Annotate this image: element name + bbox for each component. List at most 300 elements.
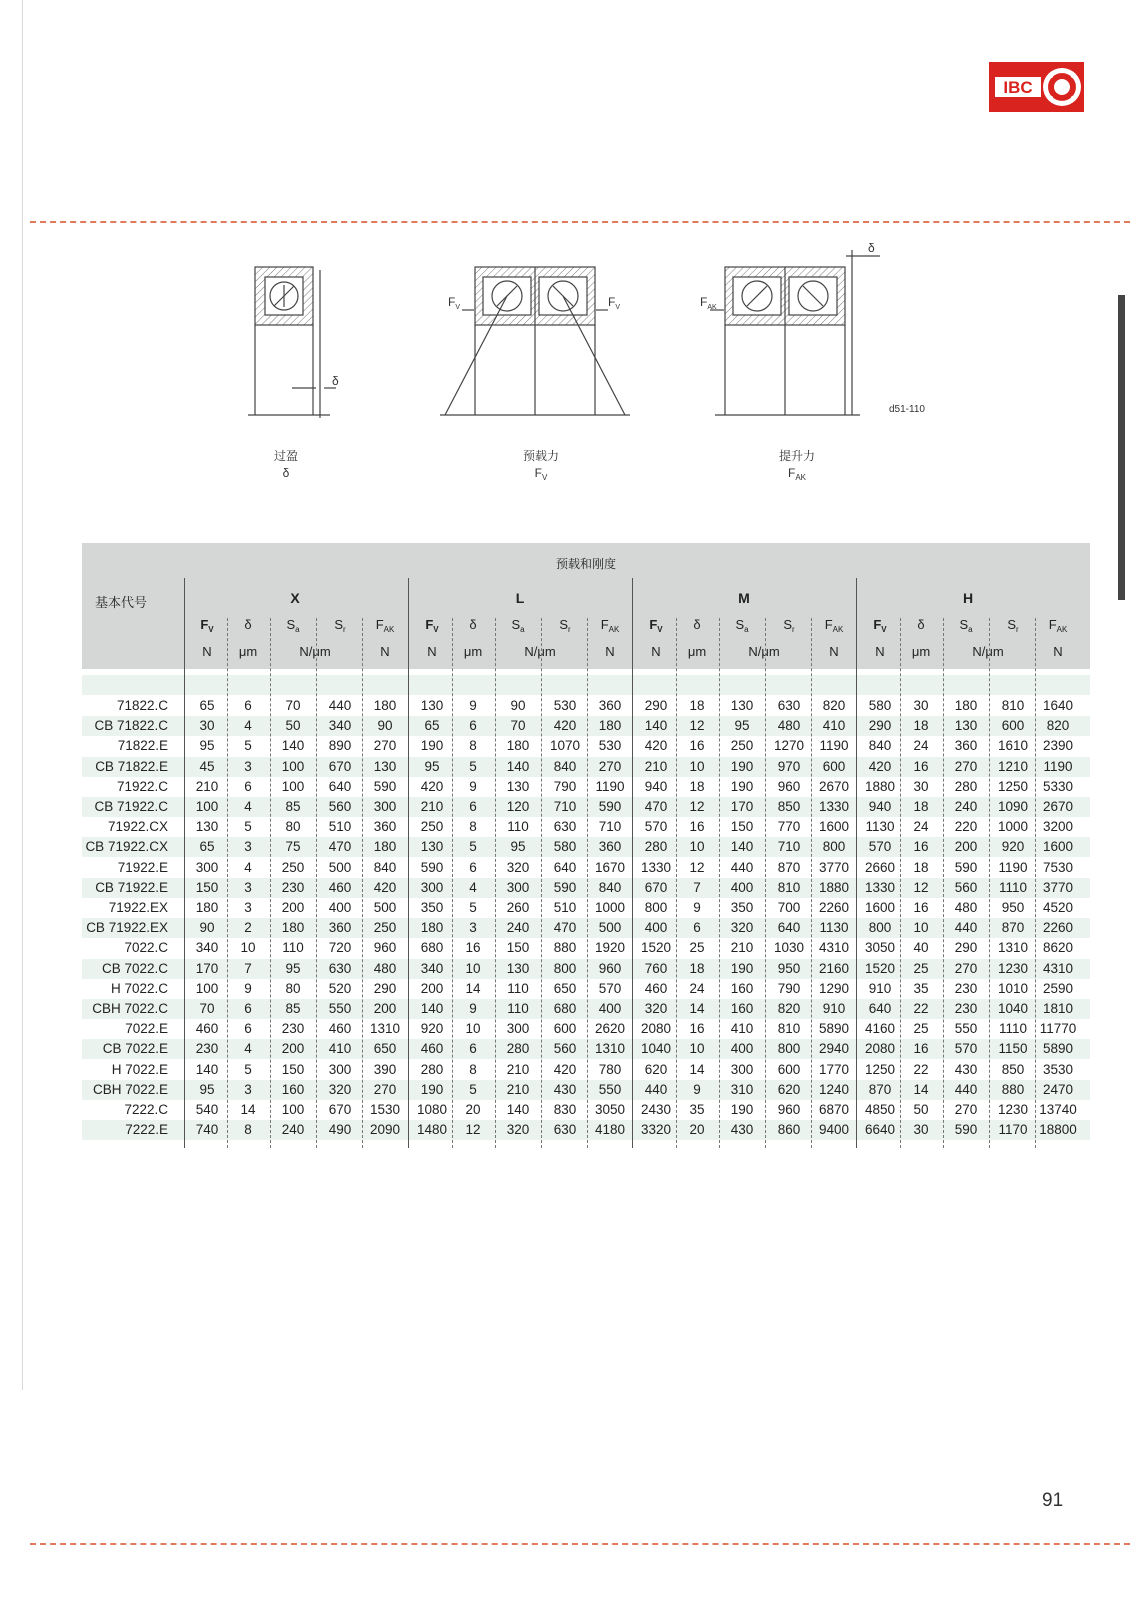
page-margin-rule	[22, 0, 23, 1390]
table-cell: 480	[954, 900, 978, 915]
table-cell: 360	[598, 698, 622, 713]
table-cell: 640	[553, 859, 577, 875]
table-cell: 210	[730, 940, 754, 956]
table-cell: 300	[373, 799, 397, 814]
table-cell: 2160	[818, 960, 850, 976]
table-cell: 1290	[818, 980, 850, 996]
table-cell: 870	[868, 1081, 892, 1097]
table-cell: 190	[730, 960, 754, 976]
table-cell: 6	[693, 920, 701, 936]
table-cell: 910	[822, 1001, 846, 1016]
table-cell: 6	[469, 799, 477, 814]
table-cell: 850	[777, 799, 801, 814]
table-cell: 130	[420, 698, 444, 713]
table-cell: 2670	[818, 778, 850, 794]
unit-label: N/μm	[972, 644, 1004, 659]
table-cell: 1770	[818, 1061, 850, 1077]
table-cell: 8	[469, 1061, 477, 1077]
table-cell: 1190	[595, 778, 625, 794]
table-cell: 1150	[998, 1041, 1028, 1057]
table-cell: 210	[420, 799, 444, 814]
table-cell: 190	[420, 738, 444, 754]
table-cell: 670	[328, 758, 352, 774]
table-cell: 130	[195, 819, 219, 835]
row-code: 71922.CX	[107, 819, 168, 835]
table-cell: 300	[328, 1061, 352, 1077]
table-cell: 230	[281, 1021, 305, 1037]
table-cell: 1230	[997, 1102, 1029, 1117]
table-cell: 440	[644, 1081, 668, 1097]
table-cell: 580	[868, 698, 892, 713]
table-cell: 85	[285, 1001, 301, 1016]
table-cell: 130	[730, 698, 754, 713]
table-cell: 400	[730, 879, 754, 895]
table-cell: 630	[553, 819, 577, 835]
table-cell: 20	[465, 1102, 481, 1117]
table-cell: 85	[285, 799, 301, 814]
table-cell: 30	[913, 778, 929, 794]
table-cell: 410	[822, 718, 846, 734]
sub-header-δ: δ	[244, 617, 252, 632]
table-cell: 90	[510, 698, 526, 713]
table-cell: 920	[420, 1021, 444, 1037]
group-header-h: H	[962, 590, 974, 606]
table-cell: 90	[199, 920, 215, 936]
row-code: 71922.E	[117, 859, 168, 875]
table-cell: 550	[328, 1001, 352, 1016]
table-cell: 130	[420, 839, 444, 855]
table-cell: 180	[954, 698, 978, 713]
table-cell: 80	[285, 980, 301, 996]
table-cell: 5	[244, 819, 252, 835]
table-cell: 590	[598, 799, 622, 814]
table-cell: 250	[373, 920, 397, 936]
table-cell: 1610	[997, 738, 1029, 754]
table-cell: 1110	[998, 879, 1028, 895]
table-cell: 3320	[640, 1122, 672, 1138]
table-cell: 210	[195, 778, 219, 794]
bearing-diagram	[240, 240, 960, 500]
table-cell: 1190	[819, 738, 849, 754]
table-cell: 510	[553, 900, 577, 915]
table-cell: 500	[373, 900, 397, 915]
table-cell: 620	[644, 1061, 668, 1077]
table-cell: 6	[469, 718, 477, 734]
table-cell: 630	[328, 960, 352, 976]
table-cell: 160	[281, 1081, 305, 1097]
table-cell: 4180	[594, 1122, 626, 1138]
table-cell: 790	[553, 778, 577, 794]
table-cell: 600	[1001, 718, 1025, 734]
table-cell: 960	[373, 940, 397, 956]
table-cell: 25	[913, 1021, 929, 1037]
table-cell: 1000	[997, 819, 1029, 835]
table-cell: 600	[822, 758, 846, 774]
table-cell: 3	[244, 839, 252, 855]
table-cell: 18	[689, 698, 705, 713]
table-cell: 6640	[864, 1122, 896, 1138]
table-cell: 850	[1001, 1061, 1025, 1077]
unit-label: μm	[463, 644, 483, 659]
table-cell: 4310	[1042, 960, 1074, 976]
table-cell: 1130	[819, 920, 849, 936]
table-cell: 14	[689, 1001, 705, 1016]
sub-header-δ: δ	[917, 617, 925, 632]
table-cell: 1030	[773, 940, 805, 956]
table-cell: 480	[777, 718, 801, 734]
table-cell: 2260	[1042, 920, 1074, 936]
liftoff-label: F	[700, 295, 708, 309]
table-cell: 4	[244, 718, 252, 734]
table-cell: 320	[328, 1081, 352, 1097]
table-cell: 720	[328, 940, 352, 956]
table-cell: 550	[598, 1081, 622, 1097]
table-cell: 800	[553, 960, 577, 976]
table-cell: 1600	[818, 819, 850, 835]
table-cell: 130	[506, 960, 530, 976]
table-cell: 510	[328, 819, 352, 835]
table-cell: 2260	[818, 900, 850, 915]
table-cell: 11770	[1039, 1021, 1077, 1037]
table-cell: 490	[328, 1122, 352, 1138]
sub-header-s-a: $S_a$	[959, 617, 973, 634]
table-cell: 290	[644, 698, 668, 713]
table-cell: 2390	[1042, 738, 1074, 754]
table-cell: 340	[328, 718, 352, 734]
table-cell: 10	[689, 839, 705, 855]
table-cell: 830	[553, 1102, 577, 1117]
table-cell: 180	[506, 738, 530, 754]
table-cell: 800	[868, 920, 892, 936]
table-cell: 24	[913, 738, 929, 754]
table-cell: 290	[954, 940, 978, 956]
row-code: 71922.EX	[108, 900, 168, 915]
table-cell: 290	[868, 718, 892, 734]
table-cell: 14	[240, 1102, 256, 1117]
sub-header-s-r: $S_r$	[783, 617, 795, 634]
table-cell: 420	[553, 718, 577, 734]
table-cell: 70	[199, 1001, 215, 1016]
table-cell: 280	[420, 1061, 444, 1077]
table-cell: 140	[420, 1001, 444, 1016]
table-cell: 45	[199, 758, 215, 774]
table-cell: 40	[913, 940, 929, 956]
table-cell: 400	[730, 1041, 754, 1057]
sub-header-f-ak: $F_{AK}$	[375, 617, 395, 634]
table-cell: 16	[465, 940, 481, 956]
table-cell: 6	[244, 1001, 252, 1016]
table-cell: 35	[689, 1102, 705, 1117]
table-cell: 190	[730, 1102, 754, 1117]
table-cell: 270	[954, 960, 978, 976]
preload-right-label: F	[608, 295, 616, 309]
table-cell: 1040	[640, 1041, 672, 1057]
table-cell: 200	[954, 839, 978, 855]
table-cell: 5	[469, 900, 477, 915]
table-cell: 130	[506, 778, 530, 794]
table-cell: 14	[465, 980, 481, 996]
table-cell: 840	[598, 879, 622, 895]
table-cell: 1070	[549, 738, 581, 754]
table-cell: 540	[195, 1102, 219, 1117]
table-cell: 440	[730, 859, 754, 875]
table-cell: 1880	[864, 778, 896, 794]
table-cell: 140	[644, 718, 668, 734]
svg-text:FV: $F_V$	[608, 295, 621, 311]
table-cell: 1330	[864, 879, 896, 895]
table-cell: 130	[373, 758, 397, 774]
table-cell: 18	[689, 960, 705, 976]
table-cell: 420	[420, 778, 444, 794]
table-cell: 7	[693, 879, 701, 895]
table-cell: 2590	[1042, 980, 1074, 996]
table-cell: 200	[373, 1001, 397, 1016]
table-cell: 210	[506, 1061, 530, 1077]
table-cell: 310	[730, 1081, 754, 1097]
table-cell: 16	[689, 1021, 705, 1037]
table-cell: 650	[373, 1041, 397, 1057]
table-cell: 110	[507, 819, 529, 835]
table-cell: 1310	[369, 1021, 401, 1037]
table-cell: 270	[373, 738, 397, 754]
table-cell: 1520	[864, 960, 896, 976]
table-cell: 65	[199, 839, 215, 855]
table-cell: 800	[644, 900, 668, 915]
table-cell: 530	[553, 698, 577, 713]
table-cell: 10	[913, 920, 929, 936]
table-cell: 300	[506, 1021, 530, 1037]
table-cell: 14	[689, 1061, 705, 1077]
row-code: CB 71922.CX	[85, 839, 168, 855]
table-cell: 440	[328, 698, 352, 713]
unit-label: μm	[687, 644, 707, 659]
table-cell: 590	[553, 879, 577, 895]
table-cell: 630	[553, 1122, 577, 1138]
table-cell: 320	[730, 920, 754, 936]
table-cell: 2430	[640, 1102, 672, 1117]
table-cell: 410	[328, 1041, 352, 1057]
table-cell: 560	[553, 1041, 577, 1057]
table-cell: 500	[598, 920, 622, 936]
table-cell: 640	[868, 1001, 892, 1016]
table-cell: 75	[285, 839, 301, 855]
table-cell: 430	[553, 1081, 577, 1097]
table-cell: 790	[777, 980, 801, 996]
table-cell: 680	[420, 940, 444, 956]
table-cell: 6	[244, 778, 252, 794]
table-cell: 150	[730, 819, 754, 835]
table-cell: 960	[777, 1102, 801, 1117]
table-cell: 2670	[1042, 799, 1074, 814]
table-cell: 22	[913, 1001, 929, 1016]
table-cell: 230	[954, 980, 978, 996]
table-cell: 9	[469, 1001, 477, 1016]
table-cell: 5	[469, 758, 477, 774]
table-cell: 940	[868, 799, 892, 814]
table-cell: 18800	[1039, 1122, 1077, 1138]
table-cell: 3200	[1042, 819, 1074, 835]
table-cell: 340	[195, 940, 219, 956]
preload-left-label: F	[448, 295, 456, 309]
sub-header-f-v: $F_V$	[649, 617, 663, 634]
table-cell: 280	[644, 839, 668, 855]
table-cell: 100	[281, 758, 305, 774]
table-cell: 10	[465, 960, 481, 976]
table-cell: 880	[1001, 1081, 1025, 1097]
table-cell: 100	[281, 1102, 305, 1117]
table-cell: 1090	[997, 799, 1029, 814]
table-cell: 460	[420, 1041, 444, 1057]
table-cell: 420	[373, 879, 397, 895]
table-cell: 35	[913, 980, 929, 996]
sub-header-s-a: $S_a$	[511, 617, 525, 634]
table-cell: 4850	[864, 1102, 896, 1117]
table-cell: 12	[465, 1122, 481, 1138]
table-cell: 110	[282, 940, 304, 956]
table-cell: 180	[195, 900, 219, 915]
table-cell: 360	[954, 738, 978, 754]
table-cell: 150	[281, 1061, 305, 1077]
table-cell: 1330	[818, 799, 850, 814]
table-cell: 340	[420, 960, 444, 976]
table-cell: 360	[373, 819, 397, 835]
table-cell: 350	[420, 900, 444, 915]
sub-header-δ: δ	[693, 617, 701, 632]
table-cell: 180	[373, 839, 397, 855]
table-cell: 5890	[1042, 1041, 1074, 1057]
table-cell: 190	[420, 1081, 444, 1097]
table-cell: 180	[373, 698, 397, 713]
table-cell: 120	[506, 799, 530, 814]
table-cell: 570	[954, 1041, 978, 1057]
table-cell: 910	[868, 980, 892, 996]
table-cell: 640	[777, 920, 801, 936]
table-cell: 1480	[416, 1122, 448, 1138]
table-cell: 12	[689, 799, 705, 814]
table-cell: 1600	[1042, 839, 1074, 855]
table-cell: 9	[244, 980, 252, 996]
table-cell: 8620	[1042, 940, 1074, 956]
table-cell: 580	[553, 839, 577, 855]
table-cell: 6	[469, 1041, 477, 1057]
caption-liftoff: 提升力 $F_{AK}$	[778, 449, 815, 482]
sub-header-f-v: $F_V$	[873, 617, 887, 634]
table-cell: 80	[285, 819, 301, 835]
table-cell: 920	[1001, 839, 1025, 855]
table-cell: 650	[553, 980, 577, 996]
group-header-m: M	[738, 590, 750, 606]
sub-header-f-ak: $F_{AK}$	[600, 617, 620, 634]
table-cell: 230	[281, 879, 305, 895]
table-cell: 3	[244, 879, 252, 895]
table-cell: 18	[689, 778, 705, 794]
sub-header-f-v: $F_V$	[425, 617, 439, 634]
table-cell: 30	[913, 698, 929, 713]
table-cell: 460	[195, 1021, 219, 1037]
table-cell: 350	[730, 900, 754, 915]
table-cell: 190	[730, 758, 754, 774]
table-cell: 2	[244, 920, 252, 936]
table-cell: 9	[469, 698, 477, 713]
caption-overlap: 过盈 δ	[273, 449, 298, 480]
table-cell: 14	[913, 1081, 929, 1097]
table-cell: 710	[553, 799, 577, 814]
table-cell: 570	[598, 980, 622, 996]
table-cell: 320	[506, 1122, 530, 1138]
table-cell: 95	[734, 718, 750, 734]
table-cell: 10	[689, 1041, 705, 1057]
table-cell: 300	[730, 1061, 754, 1077]
table-cell: 1880	[818, 879, 850, 895]
table-cell: 50	[913, 1102, 929, 1117]
table-cell: 5	[469, 1081, 477, 1097]
row-code: 71922.C	[116, 778, 168, 794]
table-cell: 70	[285, 698, 301, 713]
table-cell: 1170	[998, 1122, 1028, 1138]
table-cell: 870	[1001, 920, 1025, 936]
row-code: CB 71922.E	[95, 879, 168, 895]
table-cell: 970	[777, 758, 801, 774]
table-cell: 4160	[864, 1021, 896, 1037]
table-cell: 16	[689, 738, 705, 754]
table-cell: 390	[373, 1061, 397, 1077]
table-cell: 1240	[818, 1081, 850, 1097]
header-divider	[30, 221, 1130, 223]
table-cell: 110	[507, 980, 529, 996]
table-cell: 840	[553, 758, 577, 774]
table-cell: 630	[777, 698, 801, 713]
table-cell: 530	[598, 738, 622, 754]
unit-label: μm	[911, 644, 931, 659]
table-cell: 280	[506, 1041, 530, 1057]
table-cell: 12	[689, 718, 705, 734]
liftoff-delta-label: δ	[868, 241, 875, 255]
table-cell: 130	[954, 718, 978, 734]
table-cell: 600	[777, 1061, 801, 1077]
table-cell: 24	[689, 980, 705, 996]
table-cell: 5	[469, 839, 477, 855]
ibc-logo	[989, 62, 1084, 112]
table-cell: 810	[777, 1021, 801, 1037]
table-cell: 5	[244, 738, 252, 754]
table-cell: 280	[954, 778, 978, 794]
table-cell: 300	[195, 859, 219, 875]
table-cell: 700	[777, 900, 801, 915]
table-cell: 95	[424, 758, 440, 774]
table-cell: 1640	[1042, 698, 1074, 713]
table-cell: 430	[954, 1061, 978, 1077]
table-cell: 95	[199, 738, 215, 754]
table-cell: 140	[506, 1102, 530, 1117]
table-cell: 960	[777, 778, 801, 794]
table-cell: 470	[644, 799, 668, 814]
table-cell: 810	[777, 879, 801, 895]
table-cell: 680	[553, 1001, 577, 1016]
row-code: CB 7022.C	[101, 960, 168, 976]
table-cell: 16	[913, 758, 929, 774]
table-cell: 3770	[1042, 879, 1074, 895]
sub-header-s-r: $S_r$	[334, 617, 346, 634]
table-cell: 160	[730, 980, 754, 996]
table-cell: 150	[506, 940, 530, 956]
row-code: CB 71922.C	[94, 799, 168, 814]
table-cell: 710	[598, 819, 622, 835]
table-cell: 6	[244, 698, 252, 713]
table-cell: 6	[244, 1021, 252, 1037]
table-cell: 10	[240, 940, 256, 956]
table-cell: 25	[689, 940, 705, 956]
group-header-l: L	[515, 590, 525, 606]
